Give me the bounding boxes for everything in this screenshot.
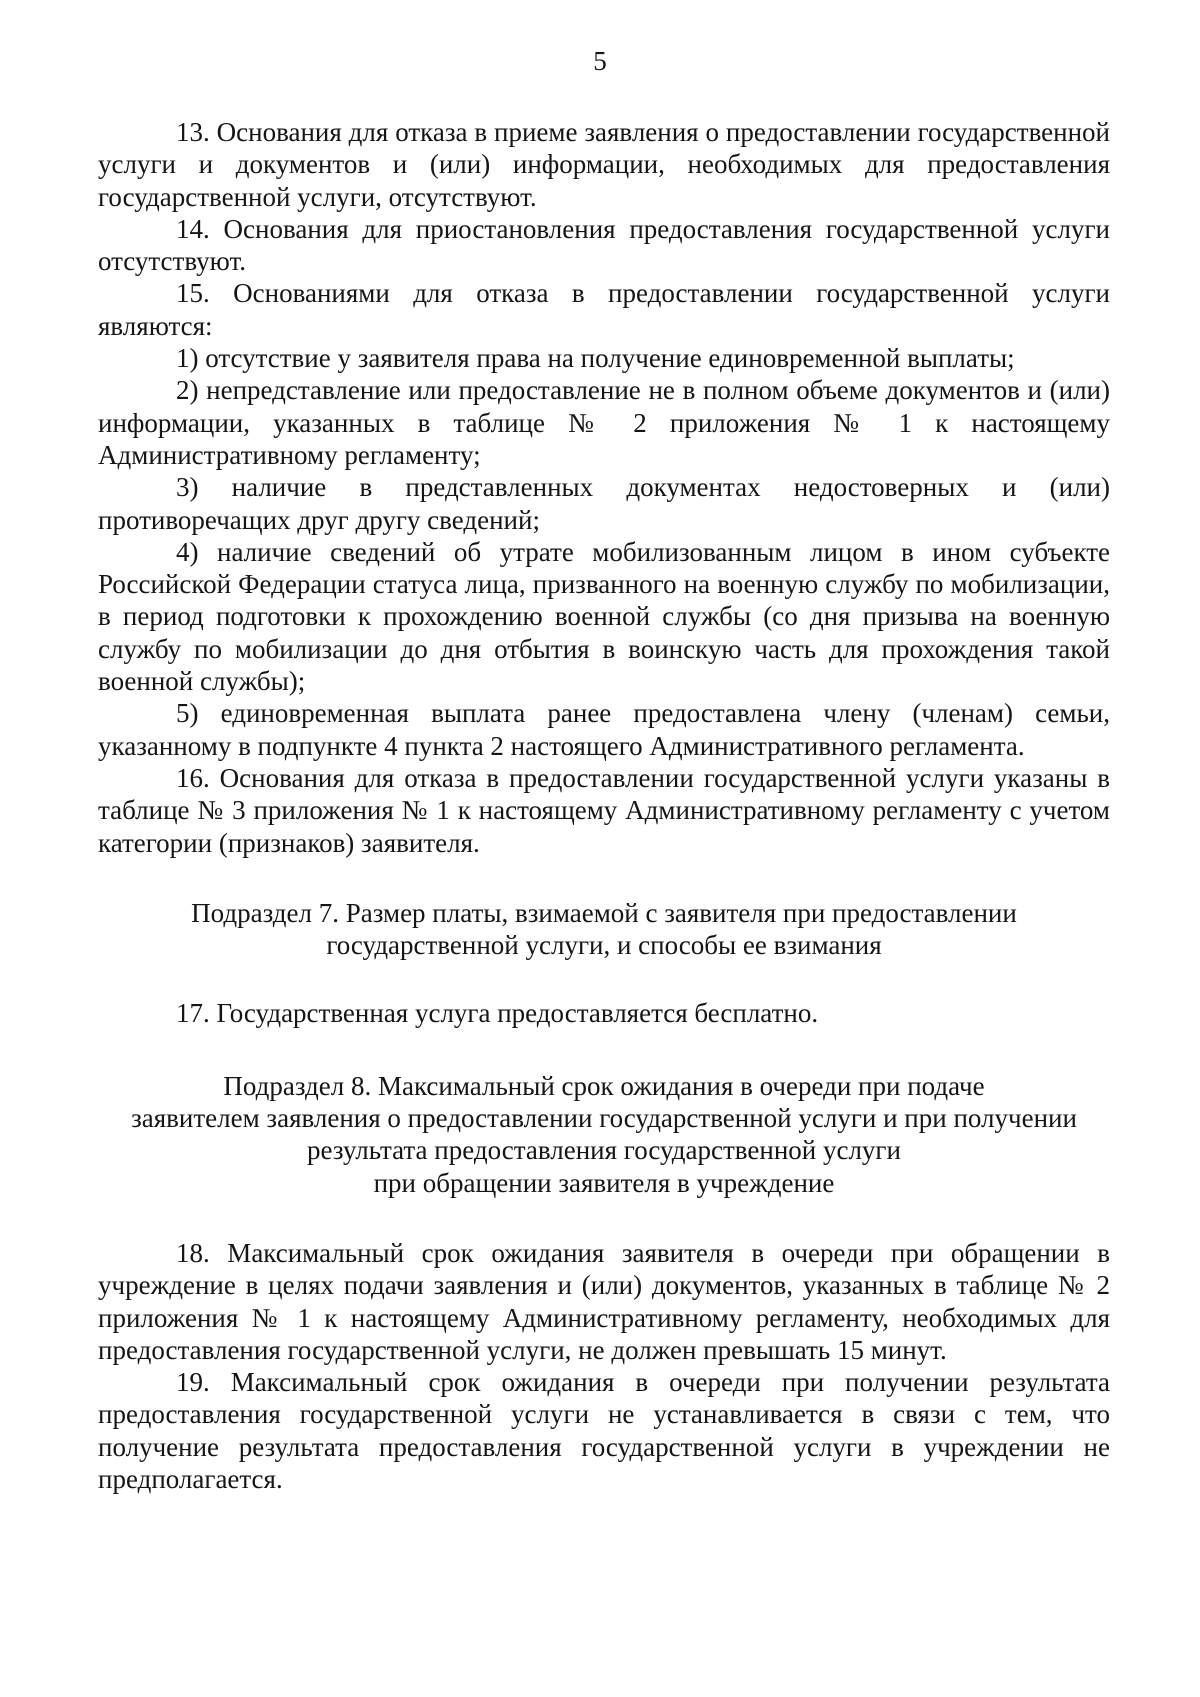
paragraph-15-item-4: 4) наличие сведений об утрате мобилизованным лицом в ином субъекте Российской Федерации статуса лица, призванного на военную службу по мобилизации, в период подготовки к прохождению военной службы (со дня призыва на военную службу по мобилизации до дня отбытия в воинскую часть для прохождения такой военной службы); (98, 536, 1110, 697)
paragraph-14: 14. Основания для приостановления предоставления государственной услуги отсутствуют. (98, 213, 1110, 277)
paragraph-15-item-1: 1) отсутствие у заявителя права на получение единовременной выплаты; (176, 343, 1015, 374)
paragraph-13: 13. Основания для отказа в приеме заявления о предоставлении государственной услуги и документов и (или) информации, необходимых для предоставления государственной услуги, отсутствуют. (98, 117, 1110, 212)
subsection-7-heading-line-2: государственной услуги, и способы ее взимания (326, 930, 882, 961)
paragraph-18: 18. Максимальный срок ожидания заявителя в очереди при обращении в учреждение в целях подачи заявления и (или) документов, указанных в таблице № 2 приложения № 1 к настоящему Административному регламенту, необходимых для предоставления государственной услуги, не должен превышать 15 минут. (98, 1237, 1110, 1365)
subsection-7-heading-line-1: Подраздел 7. Размер платы, взимаемой с заявителя при предоставлении (191, 897, 1017, 928)
spacer (98, 1030, 1110, 1070)
subsection-8-heading-line-3: результата предоставления государственной услуги (307, 1135, 901, 1166)
paragraph-19: 19. Максимальный срок ожидания в очереди при получении результата предоставления государственной услуги не устанавливается в связи с тем, что получение результата предоставления государственной услуги в учреждении не предполагается. (98, 1367, 1110, 1494)
paragraph-15: 15. Основаниями для отказа в предоставлении государственной услуги являются: (98, 278, 1110, 341)
subsection-8-heading (98, 1070, 1110, 1199)
subsection-7-heading (98, 897, 1110, 962)
spacer (98, 961, 1110, 997)
document-body (98, 116, 1110, 1495)
page-number: 5 (593, 46, 607, 76)
subsection-8-heading-line-1: Подраздел 8. Максимальный срок ожидания в очереди при подаче (223, 1070, 985, 1101)
paragraph-15-item-2: 2) непредставление или предоставление не в полном объеме документов и (или) информации, указанных в таблице № 2 приложения № 1 к настоящему Административному регламенту; (98, 375, 1110, 470)
spacer (98, 859, 1110, 897)
paragraph-15-item-5: 5) единовременная выплата ранее предоставлена члену (членам) семьи, указанному в подпункте 4 пункта 2 настоящего Административного регламента. (98, 698, 1110, 761)
paragraph-17: 17. Государственная услуга предоставляется бесплатно. (176, 998, 819, 1029)
paragraph-15-item-3: 3) наличие в представленных документах недостоверных и (или) противоречащих друг другу сведений; (98, 472, 1110, 535)
spacer (98, 1199, 1110, 1237)
subsection-8-heading-line-2: заявителем заявления о предоставлении государственной услуги и при получении (131, 1103, 1077, 1134)
subsection-8-heading-line-4: при обращении заявителя в учреждение (373, 1167, 835, 1198)
paragraph-16: 16. Основания для отказа в предоставлении государственной услуги указаны в таблице № 3 приложения № 1 к настоящему Административному регламенту с учетом категории (признаков) заявителя. (98, 762, 1110, 858)
